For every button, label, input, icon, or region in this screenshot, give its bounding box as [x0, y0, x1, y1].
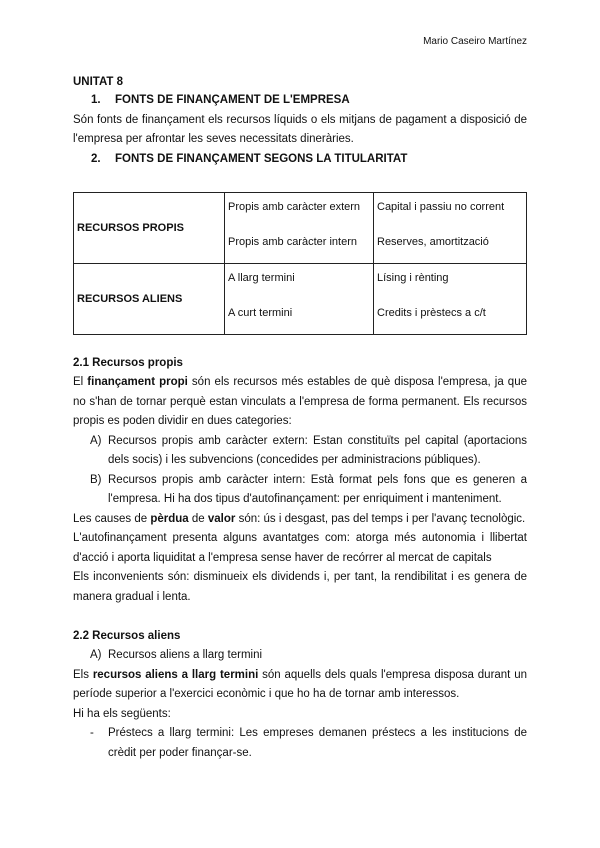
table-row [74, 193, 527, 264]
aliens-list [73, 646, 527, 666]
advantages-paragraph: L'autofinançament presenta alguns avantatges com: atorga més autonomia i llibertat d'acció i aporta liquiditat a l'empresa sense haver de recórrer al mercat de capitals [73, 532, 527, 564]
list-item [73, 724, 527, 763]
section-1-number: 1. [91, 94, 101, 106]
cell-type: A llarg termini [228, 272, 295, 284]
section-2-number: 2. [91, 152, 101, 165]
financing-table [73, 192, 527, 335]
list-marker: A) [90, 434, 102, 447]
section-1-text: Són fonts de finançament els recursos líquids o els mitjans de pagament a disposició de l'empresa per afrontar les seves necessitats dineràries. [73, 113, 527, 145]
table-cell [225, 264, 374, 335]
document-body [73, 73, 527, 763]
cell-example: Reserves, amortització [377, 236, 489, 248]
author-name: Mario Caseiro Martínez [423, 36, 527, 47]
cell-example: Capital i passiu no corrent [377, 201, 505, 213]
text-span: Les causes de [73, 512, 151, 525]
table-cell [225, 193, 374, 264]
propis-list [73, 432, 527, 510]
text-span: són: ús i desgast, pas del temps i per l'avanç tecnològic. [235, 512, 526, 525]
cell-example: Credits i prèstecs a c/t [377, 307, 486, 319]
cell-type: A curt termini [228, 307, 293, 319]
section-1-title: FONTS DE FINANÇAMENT DE L'EMPRESA [115, 94, 350, 106]
bold-term: recursos aliens a llarg termini [92, 668, 259, 681]
text-span: El [73, 376, 88, 388]
list-marker: - [90, 727, 94, 739]
section-2-heading [73, 150, 527, 170]
causes-paragraph [73, 510, 527, 530]
list-marker: B) [90, 473, 102, 486]
bold-term: finançament propi [87, 376, 188, 388]
table-cell [374, 193, 527, 264]
list-item-text: Recursos propis amb caràcter intern: Està format pels fons que es generen a l'empresa. Hi ha dos tipus d'autofinançament: per enriquiment i manteniment. [108, 473, 527, 505]
aliens-description [73, 666, 527, 705]
list-item-text: Recursos propis amb caràcter extern: Estan constituïts pel capital (aportacions dels socis) i les subvencions (concedides per administracions públiques). [108, 434, 527, 466]
text-span: de [188, 512, 208, 525]
aliens-items-list [73, 724, 527, 763]
cell-type: Propis amb caràcter intern [228, 236, 357, 248]
aliens-heading: 2.2 Recursos aliens [73, 630, 181, 642]
list-item-text: Recursos aliens a llarg termini [108, 649, 263, 661]
table-row [74, 264, 527, 335]
table-cell [374, 264, 527, 335]
propis-intro [73, 373, 527, 432]
propis-heading: 2.1 Recursos propis [73, 357, 183, 369]
text-span: Els [73, 668, 93, 681]
bold-term: pèrdua [150, 512, 189, 525]
list-item-text: Préstecs a llarg termini: Les empreses demanen préstecs a les institucions de crèdit per poder finançar-se. [108, 727, 527, 759]
bold-term: valor [207, 512, 236, 525]
list-marker: A) [90, 649, 102, 661]
drawbacks-paragraph: Els inconvenients són: disminueix els dividends i, per tant, la rendibilitat i es genera de manera gradual i lenta. [73, 571, 527, 603]
row-head-propis: RECURSOS PROPIS [74, 193, 225, 264]
cell-example: Lísing i rènting [377, 272, 449, 284]
section-2-title: FONTS DE FINANÇAMENT SEGONS LA TITULARITAT [115, 152, 408, 165]
section-1-heading [73, 91, 527, 111]
list-item [73, 646, 527, 666]
text-span: són els recursos més estables de què disposa l'empresa, ja que no s'han de tornar perquè estan vinculats a l'empresa de forma permanent. Els recursos propis es poden dividir en dues categories: [73, 376, 527, 427]
unit-title: UNITAT 8 [73, 76, 124, 88]
text-span: són aquells dels quals l'empresa disposa durant un període superior a l'exercici econòmic i que ho ha de tornar amb interessos. [73, 668, 527, 700]
row-head-aliens: RECURSOS ALIENS [74, 264, 225, 335]
list-item [73, 471, 527, 510]
cell-type: Propis amb caràcter extern [228, 201, 361, 213]
following-label: Hi ha els següents: [73, 707, 171, 720]
list-item [73, 432, 527, 471]
